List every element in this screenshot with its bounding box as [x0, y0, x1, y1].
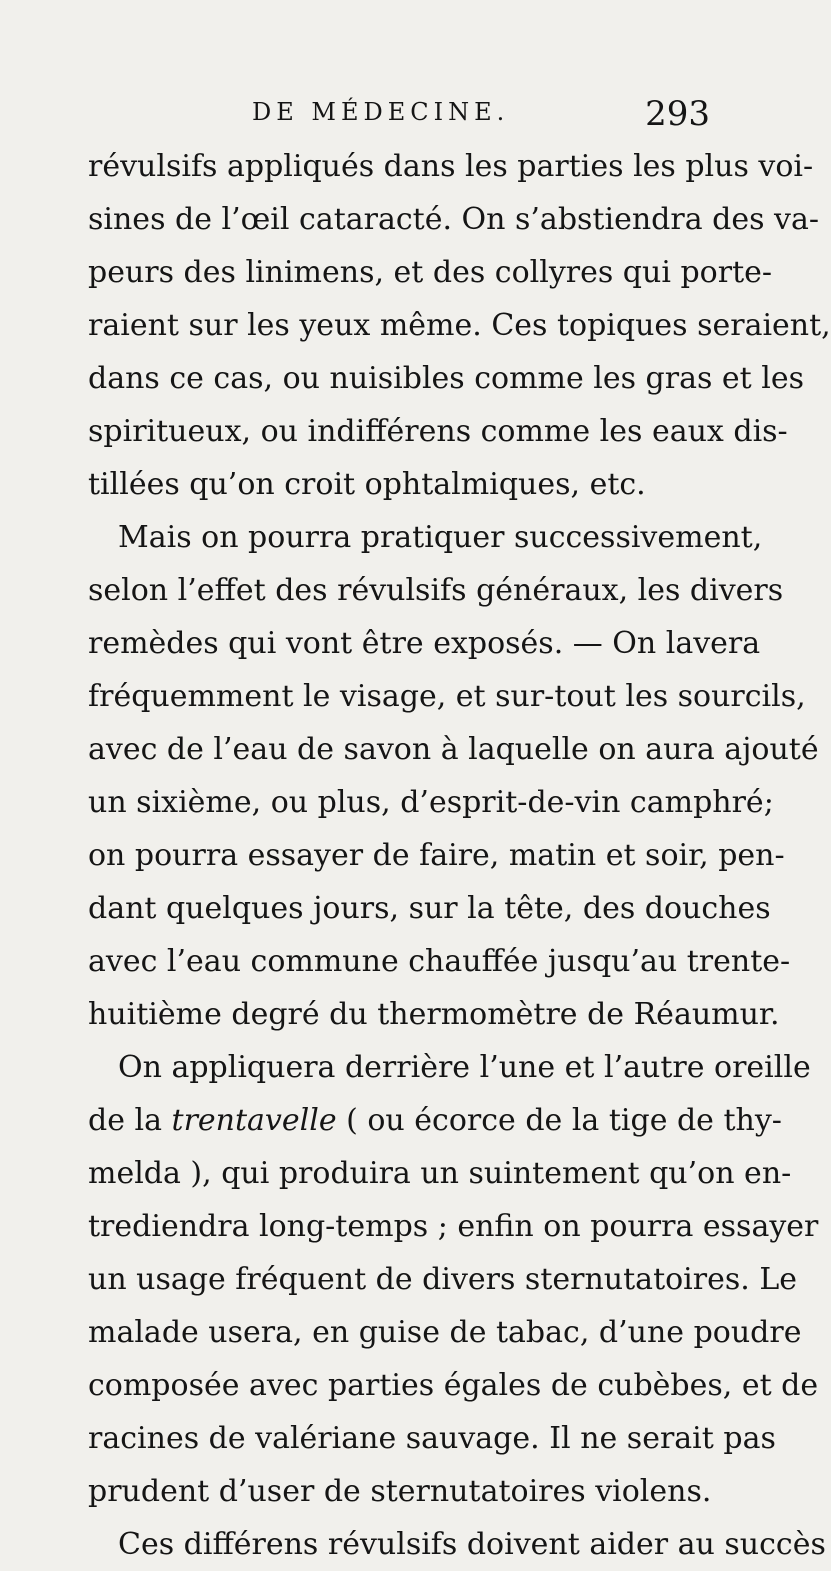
text-line: révulsifs appliqués dans les parties les plus voi- [88, 149, 814, 184]
text-line: dant quelques jours, sur la tête, des douches [88, 891, 771, 926]
running-title: DE MÉDECINE. [252, 98, 510, 126]
text-line: avec de l’eau de savon à laquelle on aura ajouté [88, 732, 819, 767]
text-line: trediendra long-temps ; enfin on pourra essayer [88, 1209, 819, 1244]
text-line: melda ), qui produira un suintement qu’on en- [88, 1156, 792, 1191]
text-line: racines de valériane sauvage. Il ne serait pas [88, 1421, 776, 1456]
page-number: 293 [645, 94, 710, 134]
text-line: prudent d’user de sternutatoires violens. [88, 1474, 712, 1509]
page-header [90, 94, 710, 138]
text-line: sines de l’œil cataracté. On s’abstiendra des va- [88, 202, 819, 237]
paragraph-start-line: Mais on pourra pratiquer successivement, [118, 520, 763, 555]
text-line: dans ce cas, ou nuisibles comme les gras et les [88, 361, 805, 396]
text-line: un sixième, ou plus, d’esprit-de-vin camphré; [88, 785, 774, 820]
text-segment: de la [88, 1103, 172, 1138]
text-line: avec l’eau commune chauffée jusqu’au trente- [88, 944, 791, 979]
text-line: composée avec parties égales de cubèbes, et de [88, 1368, 819, 1403]
text-line-with-italic [88, 1094, 782, 1147]
text-line: peurs des linimens, et des collyres qui porte- [88, 255, 773, 290]
text-line: spiritueux, ou indifférens comme les eaux dis- [88, 414, 788, 449]
text-line: huitième degré du thermomètre de Réaumur. [88, 997, 780, 1032]
paragraph-start-line: Ces différens révulsifs doivent aider au succès [118, 1527, 826, 1562]
text-line: on pourra essayer de faire, matin et soir, pen- [88, 838, 785, 873]
paragraph-start-line: On appliquera derrière l’une et l’autre oreille [118, 1050, 811, 1085]
text-segment: ( ou écorce de la tige de thy- [336, 1103, 782, 1138]
text-line: malade usera, en guise de tabac, d’une poudre [88, 1315, 802, 1350]
text-line: fréquemment le visage, et sur-tout les sourcils, [88, 679, 806, 714]
text-line: tillées qu’on croit ophtalmiques, etc. [88, 467, 646, 502]
text-line: remèdes qui vont être exposés. — On lavera [88, 626, 761, 661]
text-line: raient sur les yeux même. Ces topiques seraient, [88, 308, 831, 343]
body-text [88, 140, 831, 1571]
italic-term: trentavelle [171, 1103, 337, 1138]
text-line: un usage fréquent de divers sternutatoires. Le [88, 1262, 798, 1297]
text-line: selon l’effet des révulsifs généraux, les divers [88, 573, 784, 608]
